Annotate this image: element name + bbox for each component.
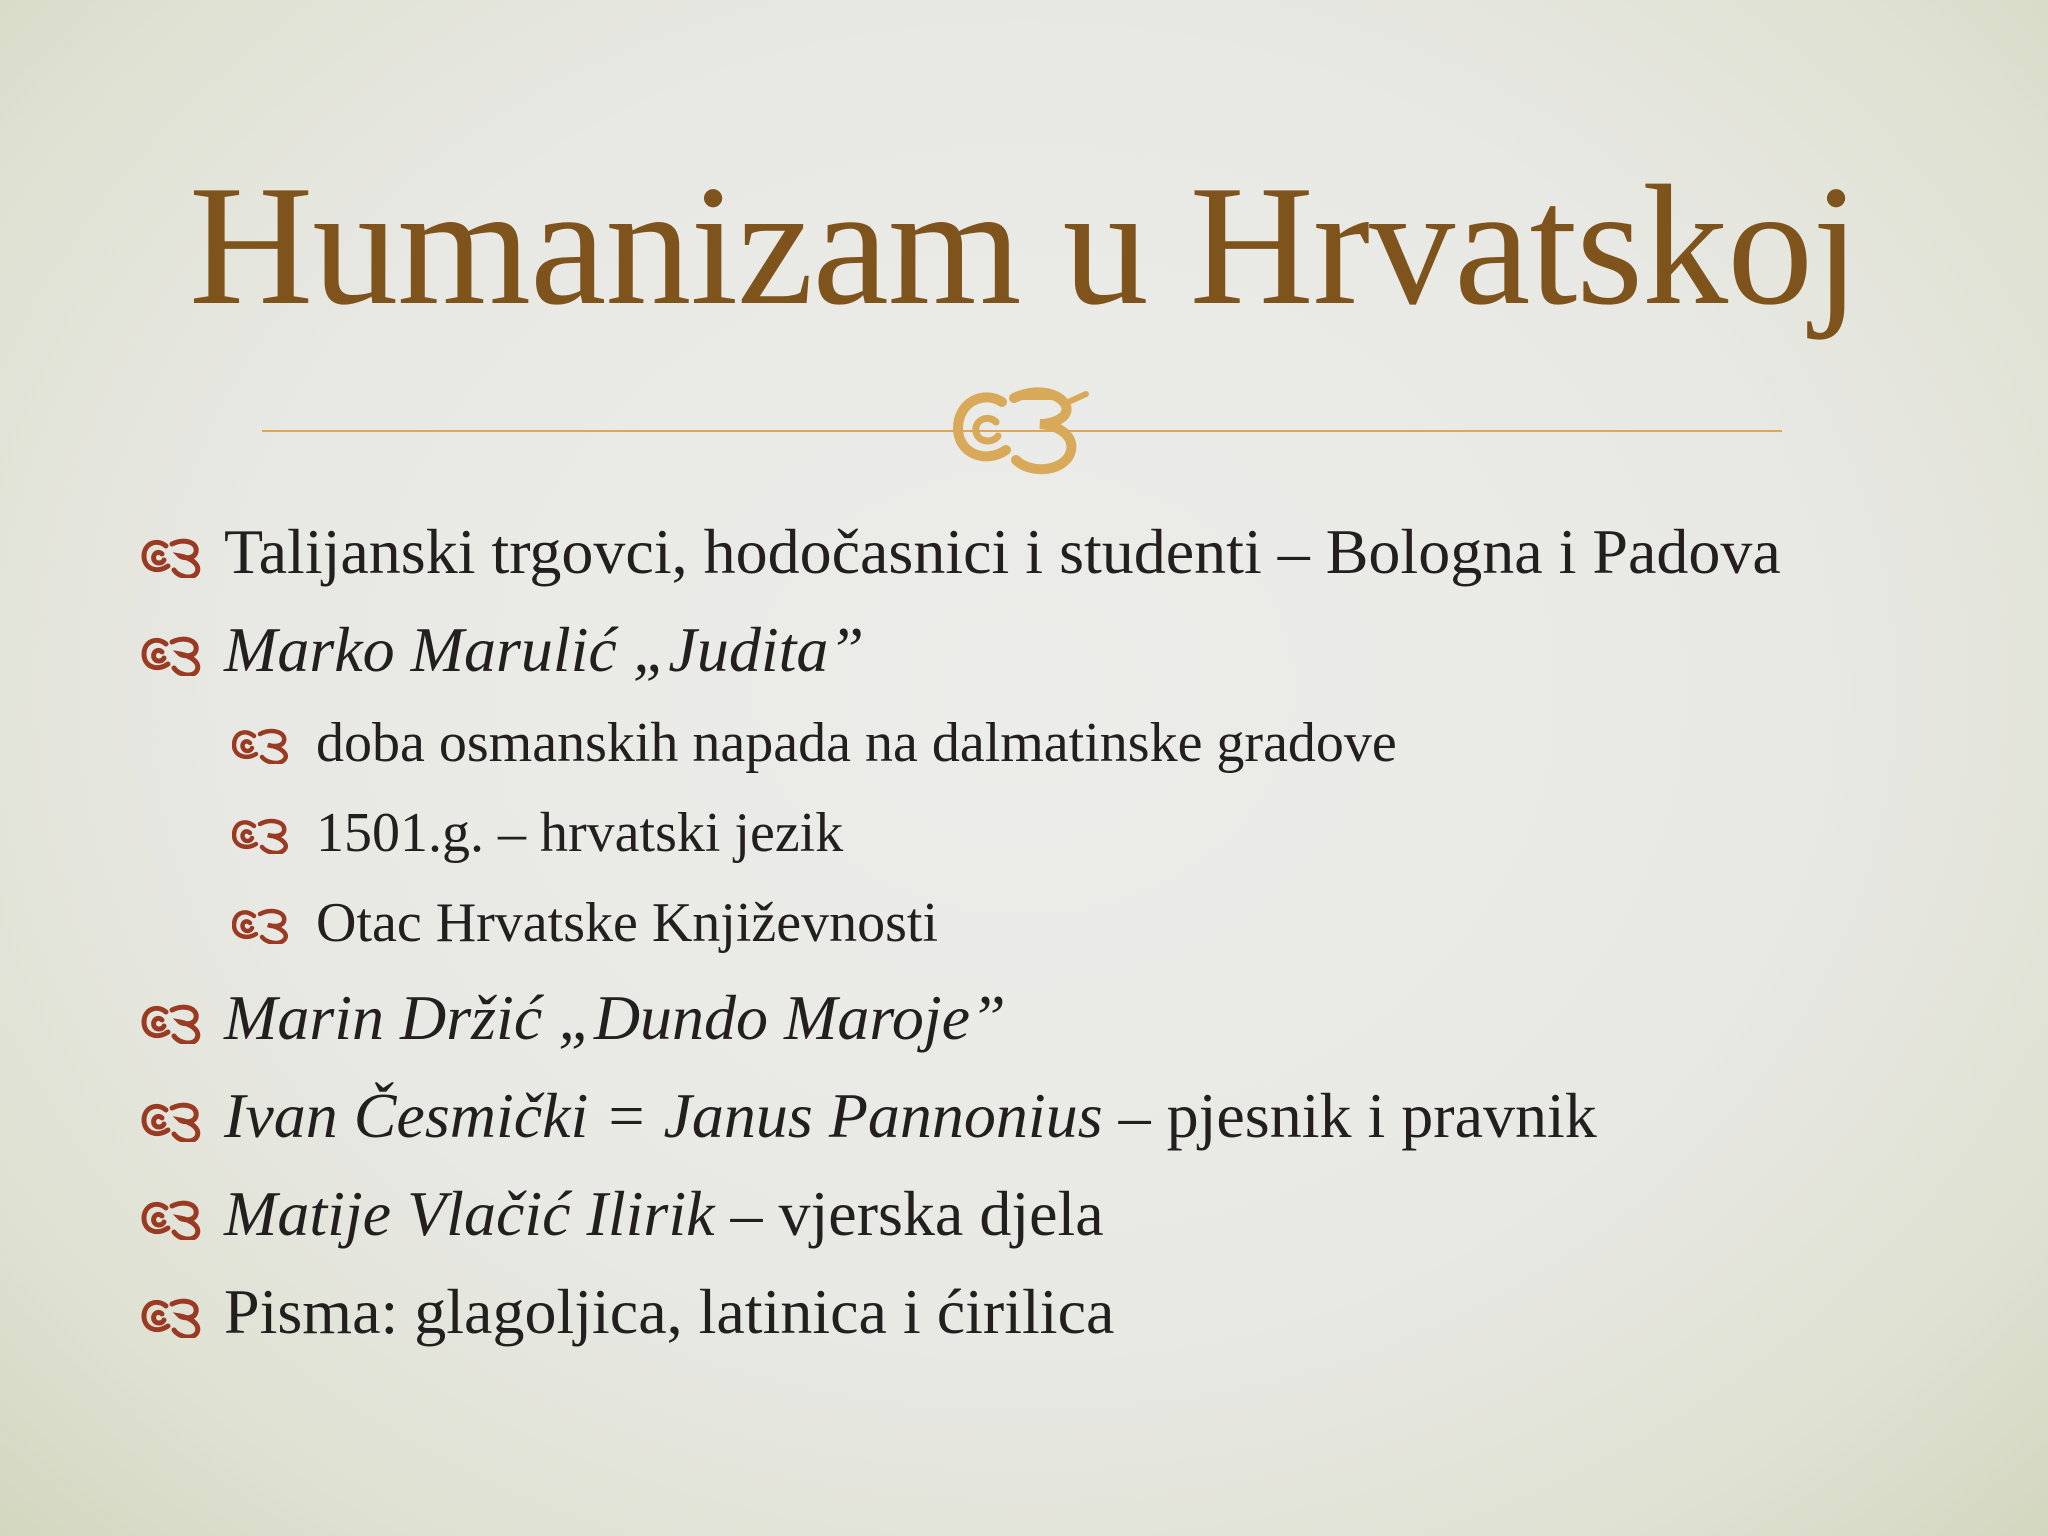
list-item-text-6b: – pjesnik i pravnik (1102, 1080, 1597, 1151)
list-item-text-7a: Matije Vlačić Ilirik (224, 1178, 715, 1249)
list-item-text-7b: – vjerska djela (714, 1178, 1104, 1249)
list-item-text-3: 1501.g. – hrvatski jezik (316, 802, 844, 864)
flourish-bullet-icon (140, 1196, 206, 1240)
list-subitem (140, 888, 1960, 958)
list-item (140, 512, 1960, 592)
list-item (140, 978, 1960, 1058)
list-subitem (140, 708, 1960, 778)
list-subitem (140, 798, 1960, 868)
list-item-text-4: Otac Hrvatske Književnosti (316, 892, 939, 954)
list-item-text-8: Pisma: glagoljica, latinica i ćirilica (224, 1276, 1115, 1347)
flourish-bullet-icon (140, 1098, 206, 1142)
list-item (140, 1076, 1960, 1156)
flourish-bullet-icon (232, 906, 292, 944)
slide-title: Humanizam u Hrvatskoj (189, 151, 1859, 341)
flourish-bullet-icon (140, 534, 206, 578)
bullet-list (140, 512, 1960, 1370)
list-item (140, 1272, 1960, 1352)
flourish-bullet-icon (140, 1294, 206, 1338)
flourish-bullet-icon (232, 816, 292, 854)
list-item-text-5: Marin Držić „Dundo Maroje” (224, 982, 1006, 1053)
list-item-text-0: Talijanski trgovci, hodočasnici i studenti – Bologna i Padova (224, 516, 1781, 587)
flourish-bullet-icon (140, 632, 206, 676)
flourish-bullet-icon (232, 726, 292, 764)
flourish-bullet-icon (140, 1000, 206, 1044)
list-item-text-6a: Ivan Česmički = Janus Pannonius (224, 1080, 1103, 1151)
list-item (140, 610, 1960, 690)
list-item-text-1: Marko Marulić „Judita” (224, 614, 864, 685)
list-item-text-2: doba osmanskih napada na dalmatinske gradove (316, 712, 1397, 774)
ornament-flourish-icon (944, 372, 1104, 482)
list-item (140, 1174, 1960, 1254)
